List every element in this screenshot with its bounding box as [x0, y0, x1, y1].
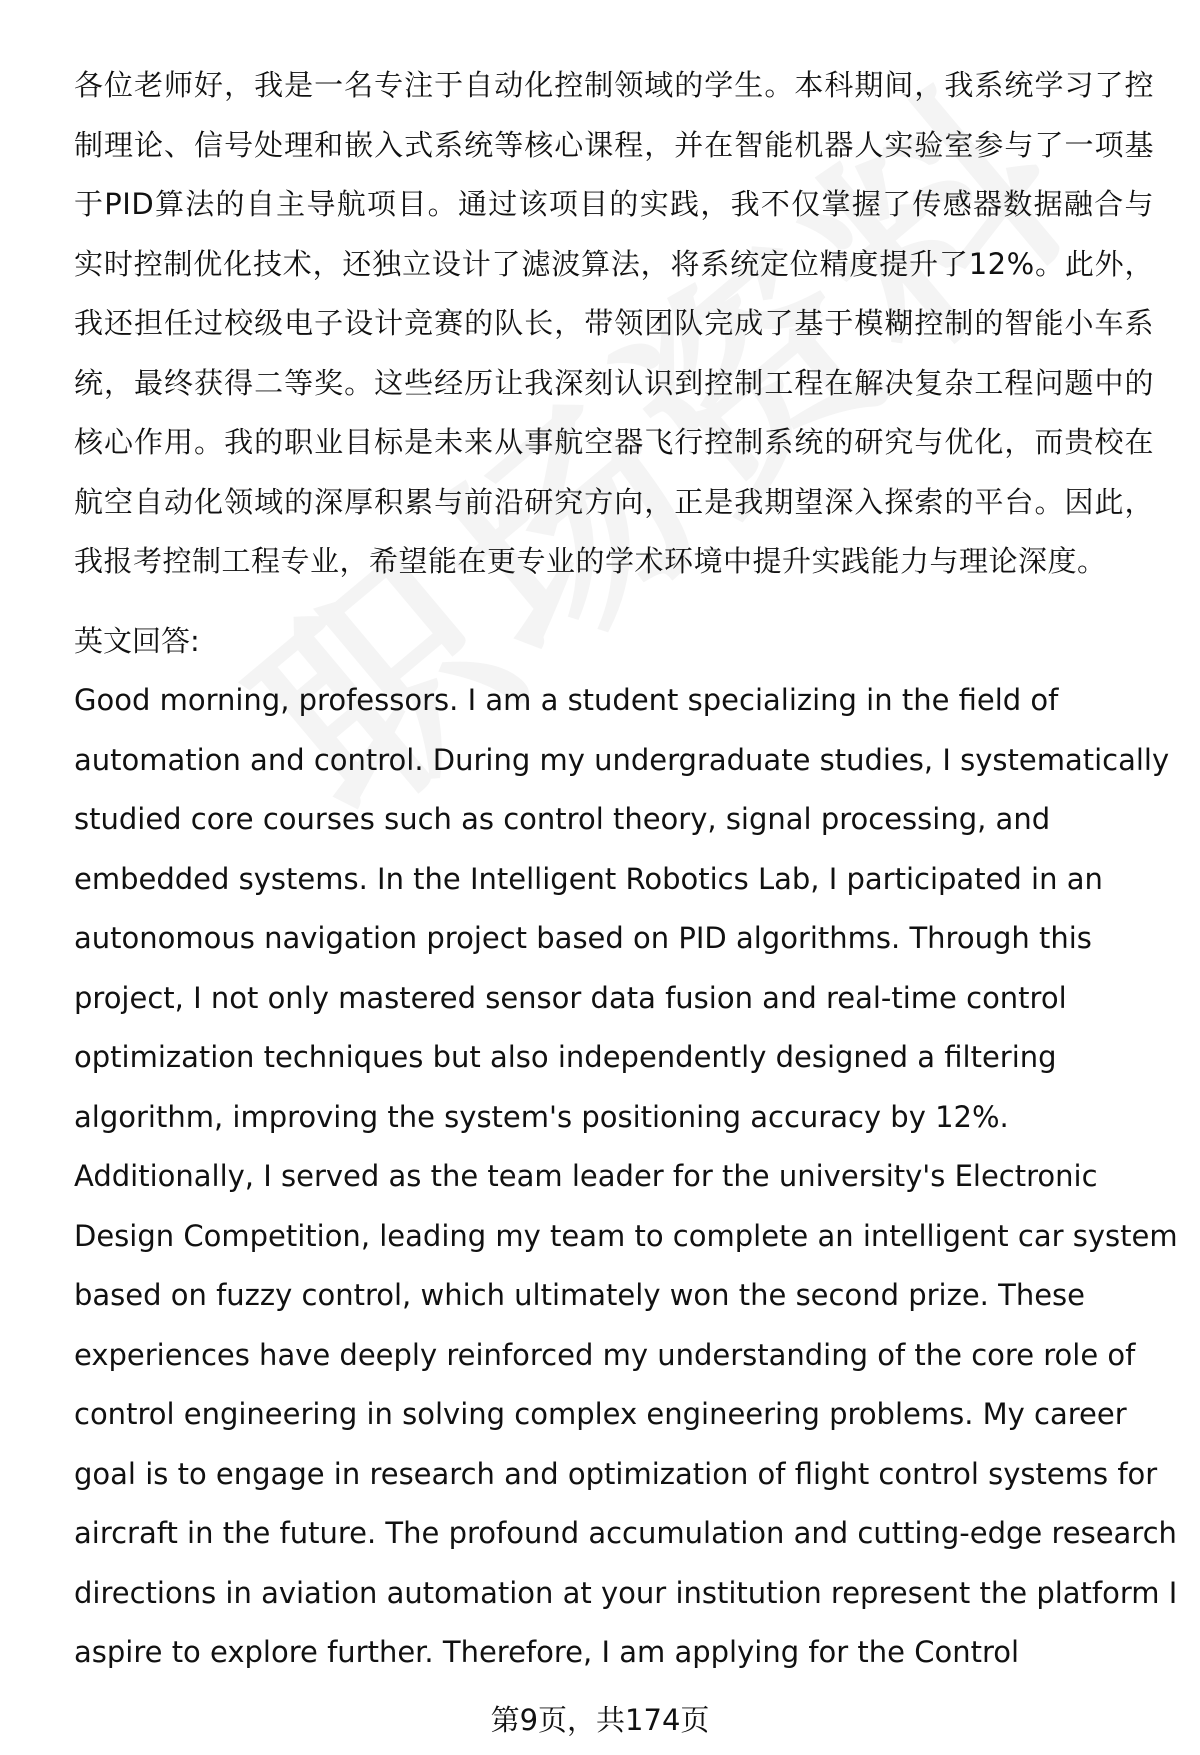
english-line: optimization techniques but also independently designed a filtering: [74, 1040, 1057, 1074]
english-line: algorithm, improving the system's positioning accuracy by 12%.: [74, 1099, 1009, 1134]
english-line: automation and control. During my undergraduate studies, I systematically: [74, 742, 1170, 777]
english-answer-paragraph: [74, 671, 1178, 1683]
document-body: [74, 56, 1178, 1683]
english-line: Design Competition, leading my team to complete an intelligent car system: [74, 1218, 1178, 1253]
english-line: Good morning, professors. I am a student specializing in the field of: [74, 683, 1059, 717]
english-line: goal is to engage in research and optimization of flight control systems for: [74, 1456, 1158, 1491]
english-line: aircraft in the future. The profound accumulation and cutting-edge research: [74, 1516, 1177, 1550]
english-line: experiences have deeply reinforced my understanding of the core role of: [74, 1337, 1136, 1372]
english-line: studied core courses such as control theory, signal processing, and: [74, 802, 1051, 836]
english-line: based on fuzzy control, which ultimately won the second prize. These: [74, 1278, 1085, 1312]
english-line: directions in aviation automation at your institution represent the platform I: [74, 1575, 1178, 1610]
english-line: embedded systems. In the Intelligent Robotics Lab, I participated in an: [74, 861, 1103, 896]
english-line: autonomous navigation project based on PID algorithms. Through this: [74, 921, 1092, 955]
english-line: Additionally, I served as the team leader for the university's Electronic: [74, 1159, 1098, 1193]
page-number-footer: 第9页，共174页: [490, 1703, 710, 1737]
english-line: aspire to explore further. Therefore, I am applying for the Control: [74, 1635, 1020, 1669]
english-line: project, I not only mastered sensor data fusion and real-time control: [74, 980, 1067, 1015]
chinese-answer-paragraph: 各位老师好，我是一名专注于自动化控制领域的学生。本科期间，我系统学习了控制理论、信号处理和嵌入式系统等核心课程，并在智能机器人实验室参与了一项基于PID算法的自主导航项目。通过该项目的实践，我不仅掌握了传感器数据融合与实时控制优化技术，还独立设计了滤波算法，将系统定位精度提升了12%。此外，我还担任过校级电子设计竞赛的队长，带领团队完成了基于模糊控制的智能小车系统，最终获得二等奖。这些经历让我深刻认识到控制工程在解决复杂工程问题中的核心作用。我的职业目标是未来从事航空器飞行控制系统的研究与优化，而贵校在航空自动化领域的深厚积累与前沿研究方向，正是我期望深入探索的平台。因此，我报考控制工程专业，希望能在更专业的学术环境中提升实践能力与理论深度。: [74, 68, 1154, 578]
english-answer-heading: 英文回答:: [74, 623, 200, 658]
english-line: control engineering in solving complex engineering problems. My career: [74, 1397, 1127, 1431]
